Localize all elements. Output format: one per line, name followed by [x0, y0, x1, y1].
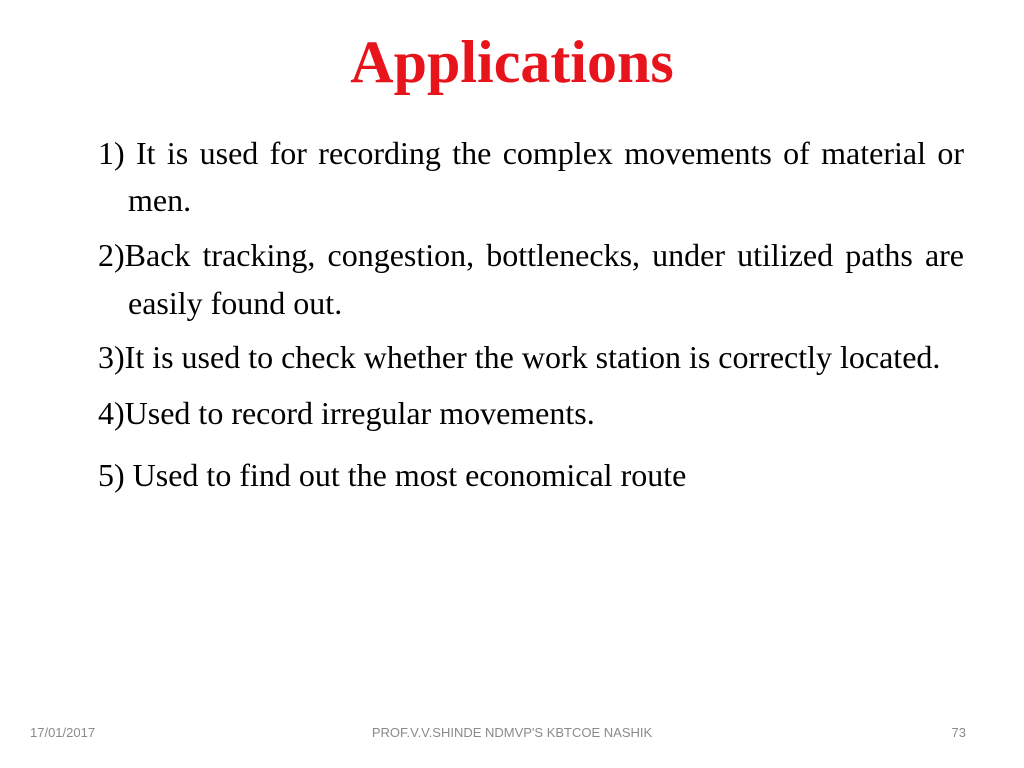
applications-list [98, 130, 964, 495]
footer-page-number: 73 [951, 725, 966, 740]
list-item: 1) It is used for recording the complex movements of material or men. [98, 135, 964, 218]
slide-title: Applications [350, 29, 674, 95]
footer-date: 17/01/2017 [30, 725, 96, 740]
list-item: 2)Back tracking, congestion, bottlenecks, under utilized paths are easily found out. [98, 237, 964, 321]
footer-author: PROF.V.V.SHINDE NDMVP'S KBTCOE NASHIK [371, 725, 653, 740]
list-item: 3)It is used to check whether the work station is correctly located. [98, 339, 941, 375]
list-item: 4)Used to record irregular movements. [98, 395, 595, 431]
list-item: 5) Used to find out the most economical route [98, 457, 687, 493]
